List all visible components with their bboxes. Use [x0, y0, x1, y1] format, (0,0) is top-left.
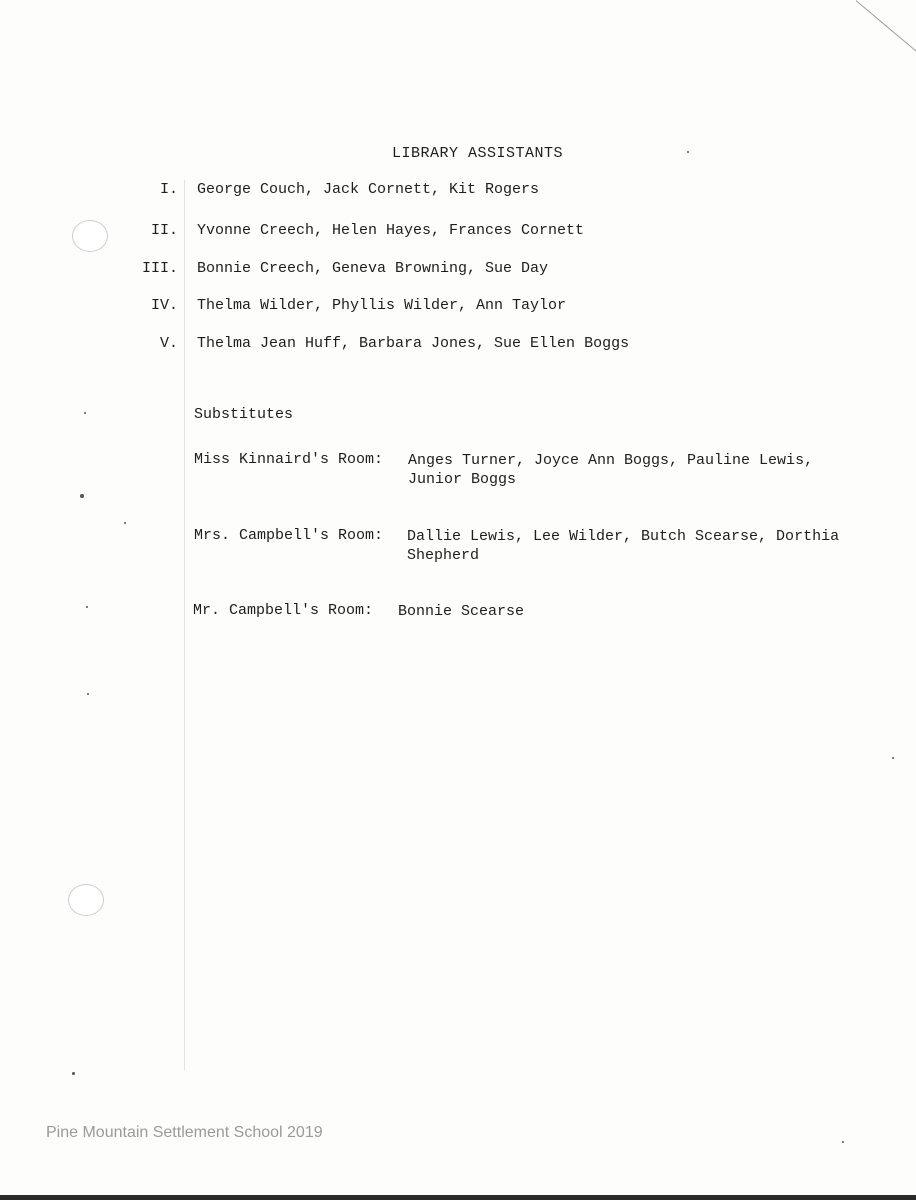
- group-numeral: V.: [159, 335, 178, 352]
- page-corner-fold: [856, 0, 916, 60]
- group-numeral: I.: [159, 181, 178, 198]
- group-names: George Couch, Jack Cornett, Kit Rogers: [197, 181, 540, 198]
- room-substitutes: [408, 451, 813, 489]
- paper-speck: [80, 494, 84, 498]
- room-label: Mr. Campbell's Room:: [193, 602, 374, 619]
- group-names: Bonnie Creech, Geneva Browning, Sue Day: [197, 260, 549, 277]
- group-names: Thelma Jean Huff, Barbara Jones, Sue Ellen Boggs: [197, 335, 630, 352]
- punch-hole-bottom: [68, 884, 104, 916]
- group-names: Thelma Wilder, Phyllis Wilder, Ann Taylor: [197, 297, 567, 314]
- punch-hole-top: [72, 220, 108, 252]
- room-substitutes: [398, 602, 524, 621]
- group-numeral: IV.: [150, 297, 178, 314]
- room-substitutes-line: Bonnie Scearse: [398, 603, 525, 620]
- substitutes-heading: Substitutes: [194, 406, 294, 423]
- room-label: Mrs. Campbell's Room:: [194, 527, 384, 544]
- room-label: Miss Kinnaird's Room:: [194, 451, 384, 468]
- scan-bottom-edge: [0, 1195, 916, 1200]
- archive-watermark: Pine Mountain Settlement School 2019: [46, 1124, 323, 1141]
- paper-speck: [687, 151, 689, 153]
- paper-speck: [892, 757, 894, 759]
- group-numeral: II.: [150, 222, 178, 239]
- group-numeral: III.: [141, 260, 178, 277]
- room-substitutes-line: Anges Turner, Joyce Ann Boggs, Pauline Lewis,: [408, 452, 814, 469]
- paper-speck: [87, 693, 89, 695]
- room-substitutes-line: Dallie Lewis, Lee Wilder, Butch Scearse, Dorthia: [407, 528, 840, 545]
- paper-speck: [84, 412, 86, 414]
- paper-speck: [72, 1072, 75, 1075]
- paper-speck: [124, 522, 126, 524]
- group-names: Yvonne Creech, Helen Hayes, Frances Cornett: [197, 222, 585, 239]
- paper-speck: [842, 1141, 844, 1143]
- document-title: LIBRARY ASSISTANTS: [392, 145, 564, 162]
- paper-speck: [86, 606, 88, 608]
- margin-rule: [184, 180, 185, 1070]
- room-substitutes-line: Shepherd: [407, 547, 480, 564]
- room-substitutes-line: Junior Boggs: [408, 471, 517, 488]
- room-substitutes: [407, 527, 839, 565]
